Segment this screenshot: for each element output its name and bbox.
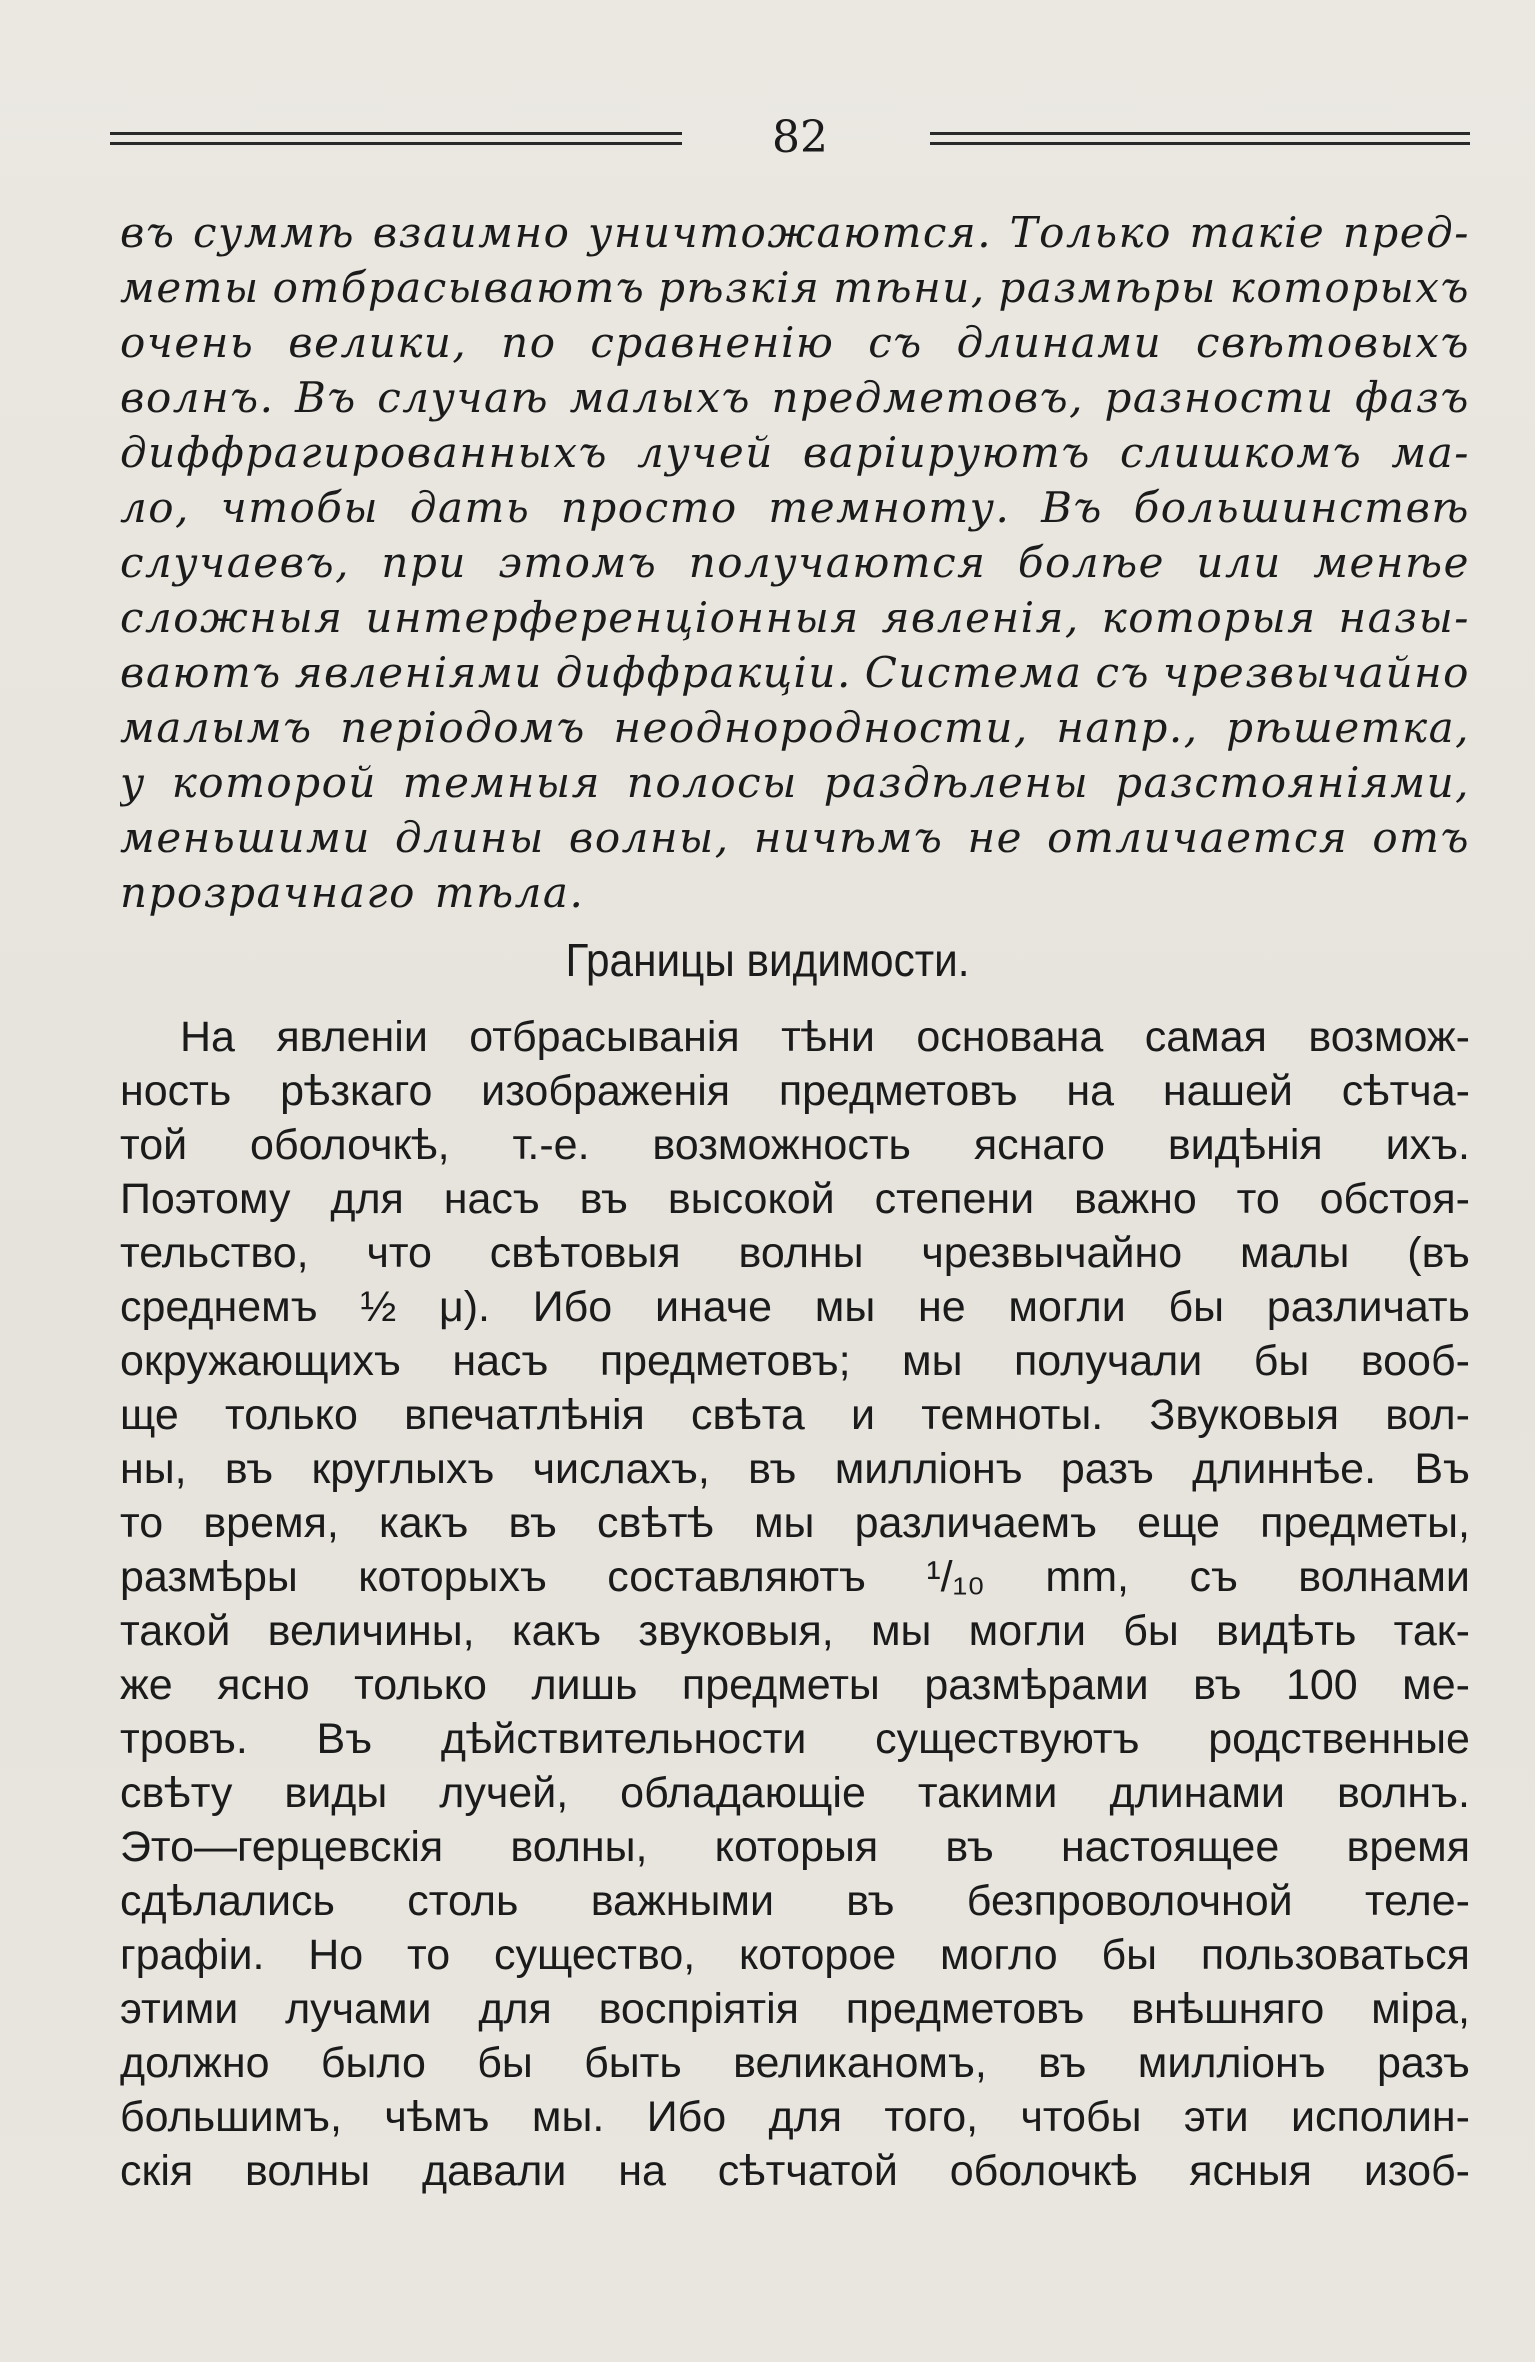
body-line: свѣту виды лучей, обладающіе такими длинами волнъ. [120,1769,1470,1817]
italic-line: меньшими длины волны, ничѣмъ не отличается отъ [120,813,1470,862]
italic-line: прозрачнаго тѣла. [120,868,585,917]
header-rule-left [110,132,682,146]
body-line: Поэтому для насъ въ высокой степени важно то обстоя- [120,1175,1470,1223]
body-line: ще только впечатлѣнія свѣта и темноты. Звуковыя вол- [120,1391,1470,1439]
page-number: 82 [772,112,828,163]
italic-line: сложныя интерференціонныя явленія, которыя назы- [120,593,1470,642]
italic-line: случаевъ, при этомъ получаются болѣе или менѣе [120,538,1470,587]
body-line: ность рѣзкаго изображенія предметовъ на нашей сѣтча- [120,1067,1470,1115]
body-line: графіи. Но то существо, которое могло бы пользоваться [120,1931,1470,1979]
body-line: окружающихъ насъ предметовъ; мы получали бы вооб- [120,1337,1470,1385]
italic-line: диффрагированныхъ лучей варіируютъ слишкомъ ма- [120,428,1470,477]
body-line: тельство, что свѣтовыя волны чрезвычайно малы (въ [120,1229,1470,1277]
body-line: же ясно только лишь предметы размѣрами въ 100 ме- [120,1661,1470,1709]
italic-line: малымъ періодомъ неоднородности, напр., рѣшетка, [120,703,1470,752]
italic-line: въ суммѣ взаимно уничтожаются. Только такіе пред- [120,208,1470,257]
page-header [110,110,1470,170]
header-rule-right [930,132,1470,146]
section-heading: Границы видимости. [565,934,970,986]
body-line: такой величины, какъ звуковыя, мы могли бы видѣть так- [120,1607,1470,1655]
italic-line: волнъ. Въ случаѣ малыхъ предметовъ, разности фазъ [120,373,1470,422]
italic-line: у которой темныя полосы раздѣлены разстояніями, [120,758,1470,807]
body-line: тровъ. Въ дѣйствительности существуютъ родственные [120,1715,1470,1763]
body-paragraph [120,1010,1470,2198]
body-line: скія волны давали на сѣтчатой оболочкѣ ясныя изоб- [120,2147,1470,2195]
body-line: ны, въ круглыхъ числахъ, въ милліонъ разъ длиннѣе. Въ [120,1445,1470,1493]
italic-line: очень велики, по сравненію съ длинами свѣтовыхъ [120,318,1470,367]
body-line: должно было бы быть великаномъ, въ милліонъ разъ [120,2039,1470,2087]
body-line: большимъ, чѣмъ мы. Ибо для того, чтобы эти исполин- [120,2093,1470,2141]
body-line: размѣры которыхъ составляютъ ¹/₁₀ mm, съ волнами [120,1553,1470,1601]
italic-line: меты отбрасываютъ рѣзкія тѣни, размѣры которыхъ [120,263,1470,312]
body-line: Это—герцевскія волны, которыя въ настоящее время [120,1823,1470,1871]
italic-line: ло, чтобы дать просто темноту. Въ большинствѣ [120,483,1470,532]
body-line: сдѣлались столь важными въ безпроволочной теле- [120,1877,1470,1925]
body-line: этими лучами для воспріятія предметовъ внѣшняго міра, [120,1985,1470,2033]
body-line: среднемъ ½ μ). Ибо иначе мы не могли бы различать [120,1283,1470,1331]
body-line: то время, какъ въ свѣтѣ мы различаемъ еще предметы, [120,1499,1470,1547]
body-line: той оболочкѣ, т.-е. возможность яснаго видѣнія ихъ. [120,1121,1470,1169]
italic-paragraph [120,205,1470,920]
body-line: На явленіи отбрасыванія тѣни основана самая возмож- [180,1013,1470,1061]
italic-line: ваютъ явленіями диффракціи. Система съ чрезвычайно [120,648,1470,697]
